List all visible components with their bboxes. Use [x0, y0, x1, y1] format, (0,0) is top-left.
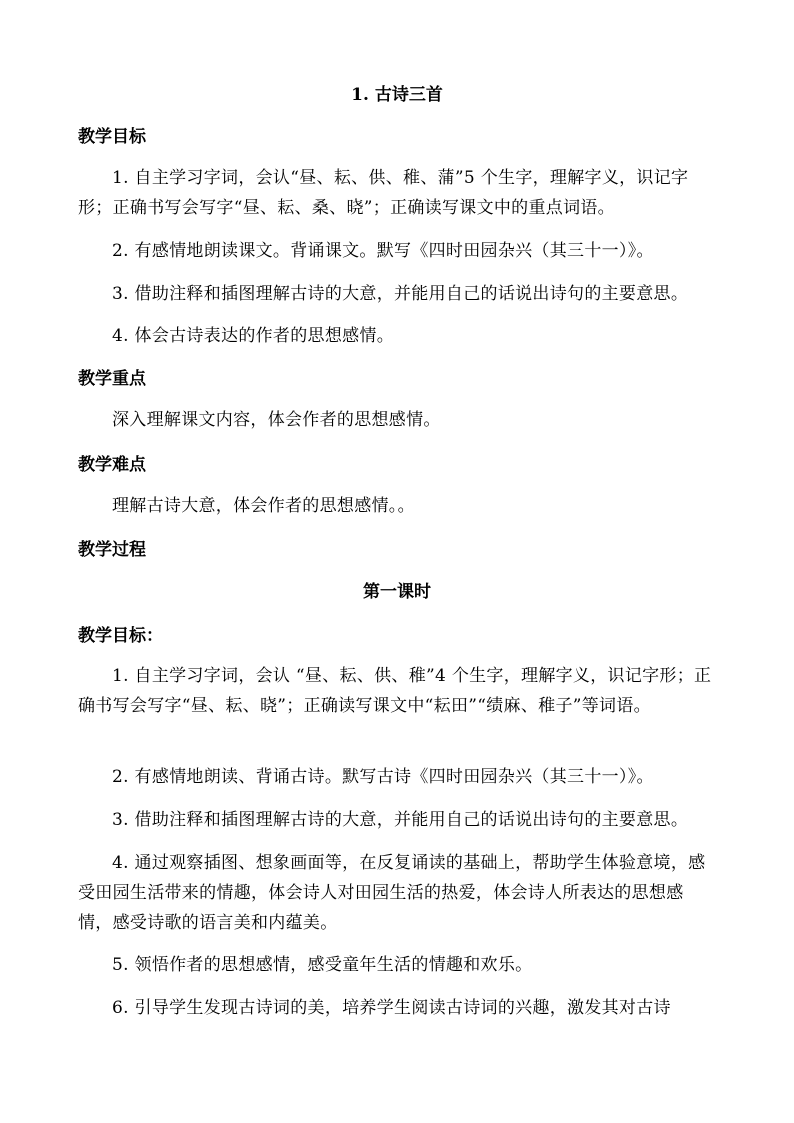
lesson-objective-item-6: 6. 引导学生发现古诗词的美，培养学生阅读古诗词的兴趣，激发其对古诗 [112, 998, 671, 1018]
lesson-objective-item-4: 4. 通过观察插图、想象画面等，在反复诵读的基础上，帮助学生体验意境，感受田园生活带来的情趣，体会诗人对田园生活的热爱，体会诗人所表达的思想感情，感受诗歌的语言美和内蕴美。 [78, 853, 706, 933]
lesson-objective-item-2: 2. 有感情地朗读、背诵古诗。默写古诗《四时田园杂兴（其三十一）》。 [112, 767, 654, 787]
lesson-title: 第一课时 [363, 582, 431, 602]
lesson-objective-item-5: 5. 领悟作者的思想感情，感受童年生活的情趣和欢乐。 [112, 955, 533, 975]
section-heading-key-points: 教学重点 [78, 369, 146, 389]
lesson-objective-item-1: 1. 自主学习字词，会认 “昼、耘、供、稚”4 个生字，理解字义，识记字形；正确书写会写字“昼、耘、晓”；正确读写课文中“耘田”“绩麻、稚子”等词语。 [78, 666, 712, 716]
objective-item-1: 1. 自主学习字词，会认“昼、耘、供、稚、蒲”5 个生字，理解字义，识记字形；正确书写会写字“昼、耘、桑、晓”；正确读写课文中的重点词语。 [78, 168, 689, 218]
objective-item-4: 4. 体会古诗表达的作者的思想感情。 [112, 326, 395, 346]
lesson-objectives-heading: 教学目标： [78, 626, 163, 646]
objective-item-2: 2. 有感情地朗读课文。背诵课文。默写《四时田园杂兴（其三十一）》。 [112, 241, 654, 261]
section-heading-difficulties: 教学难点 [78, 455, 146, 475]
section-heading-objectives: 教学目标 [78, 127, 146, 147]
document-title: 1. 古诗三首 [351, 85, 443, 105]
section-heading-process: 教学过程 [78, 540, 146, 560]
objective-item-3: 3. 借助注释和插图理解古诗的大意，并能用自己的话说出诗句的主要意思。 [112, 284, 689, 304]
lesson-objective-item-3: 3. 借助注释和插图理解古诗的大意，并能用自己的话说出诗句的主要意思。 [112, 810, 689, 830]
difficulties-text: 理解古诗大意，体会作者的思想感情。。 [112, 496, 415, 516]
key-points-text: 深入理解课文内容，体会作者的思想感情。 [112, 410, 441, 430]
